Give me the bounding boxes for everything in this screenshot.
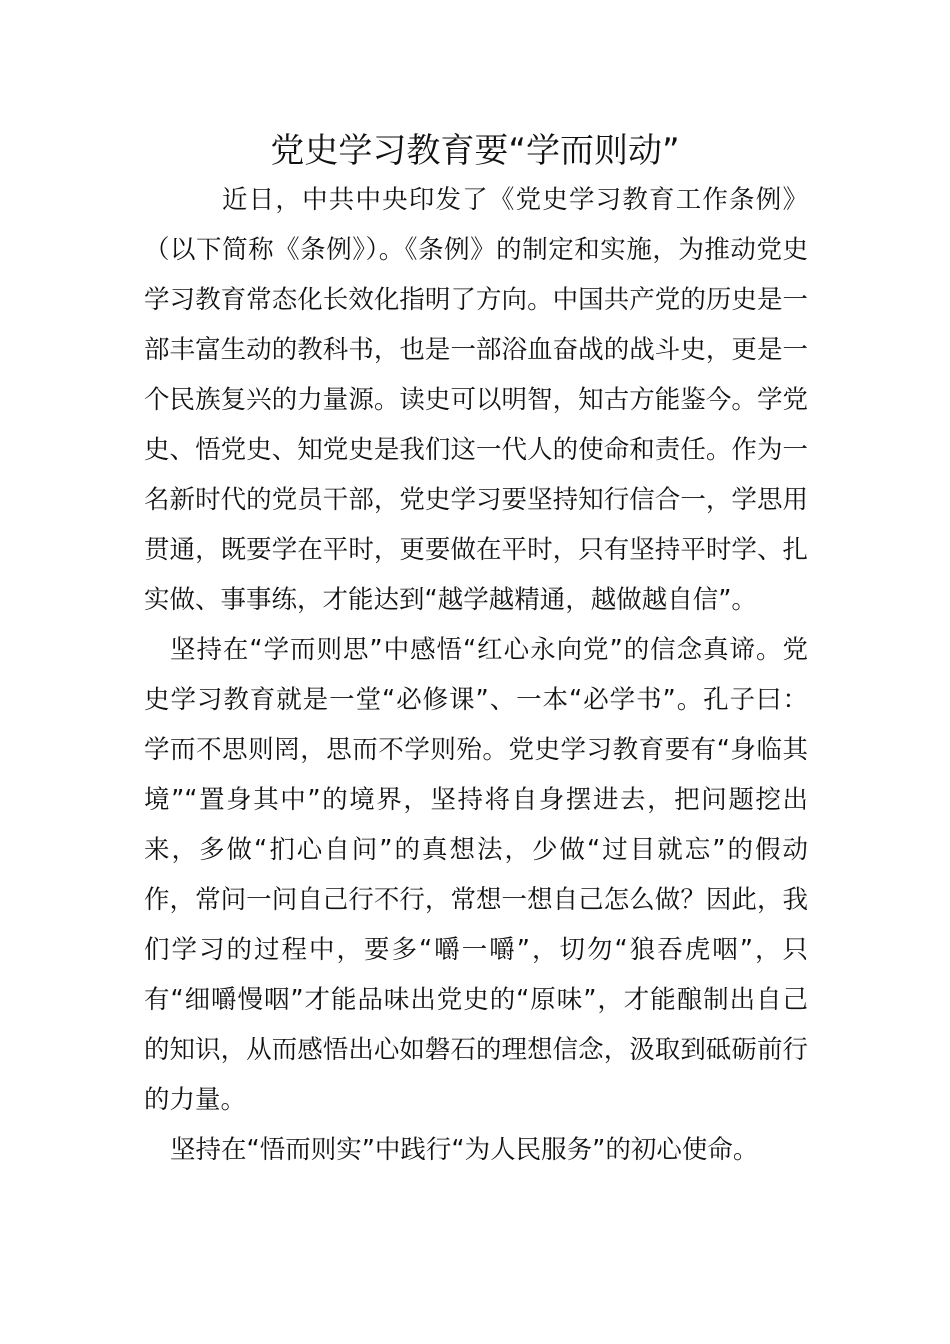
- document-title: 党史学习教育要“学而则动”: [270, 131, 680, 171]
- paragraph-learn-think: 坚持在“学而则思”中感悟“红心永向党”的信念真谛。党史学习教育就是一堂“必修课”、一本“必学书”。孔子曰：学而不思则罔，思而不学则殆。党史学习教育要有“身临其境”“置身其中”的境界，坚持将自身摆进去，把问题挖出来，多做“扪心自问”的真想法，少做“过目就忘”的假动作，常问一问自己行不行，常想一想自己怎么做？因此，我们学习的过程中，要多“嚼一嚼”，切勿“狼吞虎咽”，只有“细嚼慢咽”才能品味出党史的“原味”，才能酿制出自己的知识，从而感悟出心如磐石的理想信念，汲取到砥砺前行的力量。: [144, 635, 808, 1115]
- document-body: [144, 175, 808, 1175]
- paragraph-realize-practice: 坚持在“悟而则实”中践行“为人民服务”的初心使命。: [170, 1135, 759, 1165]
- paragraph-intro: 近日，中共中央印发了《党史学习教育工作条例》（以下简称《条例》）。《条例》的制定和实施，为推动党史学习教育常态化长效化指明了方向。中国共产党的历史是一部丰富生动的教科书，也是一部浴血奋战的战斗史，更是一个民族复兴的力量源。读史可以明智，知古方能鉴今。学党史、悟党史、知党史是我们这一代人的使命和责任。作为一名新时代的党员干部，党史学习要坚持知行信合一，学思用贯通，既要学在平时，更要做在平时，只有坚持平时学、扎实做、事事练，才能达到“越学越精通，越做越自信”。: [144, 185, 808, 615]
